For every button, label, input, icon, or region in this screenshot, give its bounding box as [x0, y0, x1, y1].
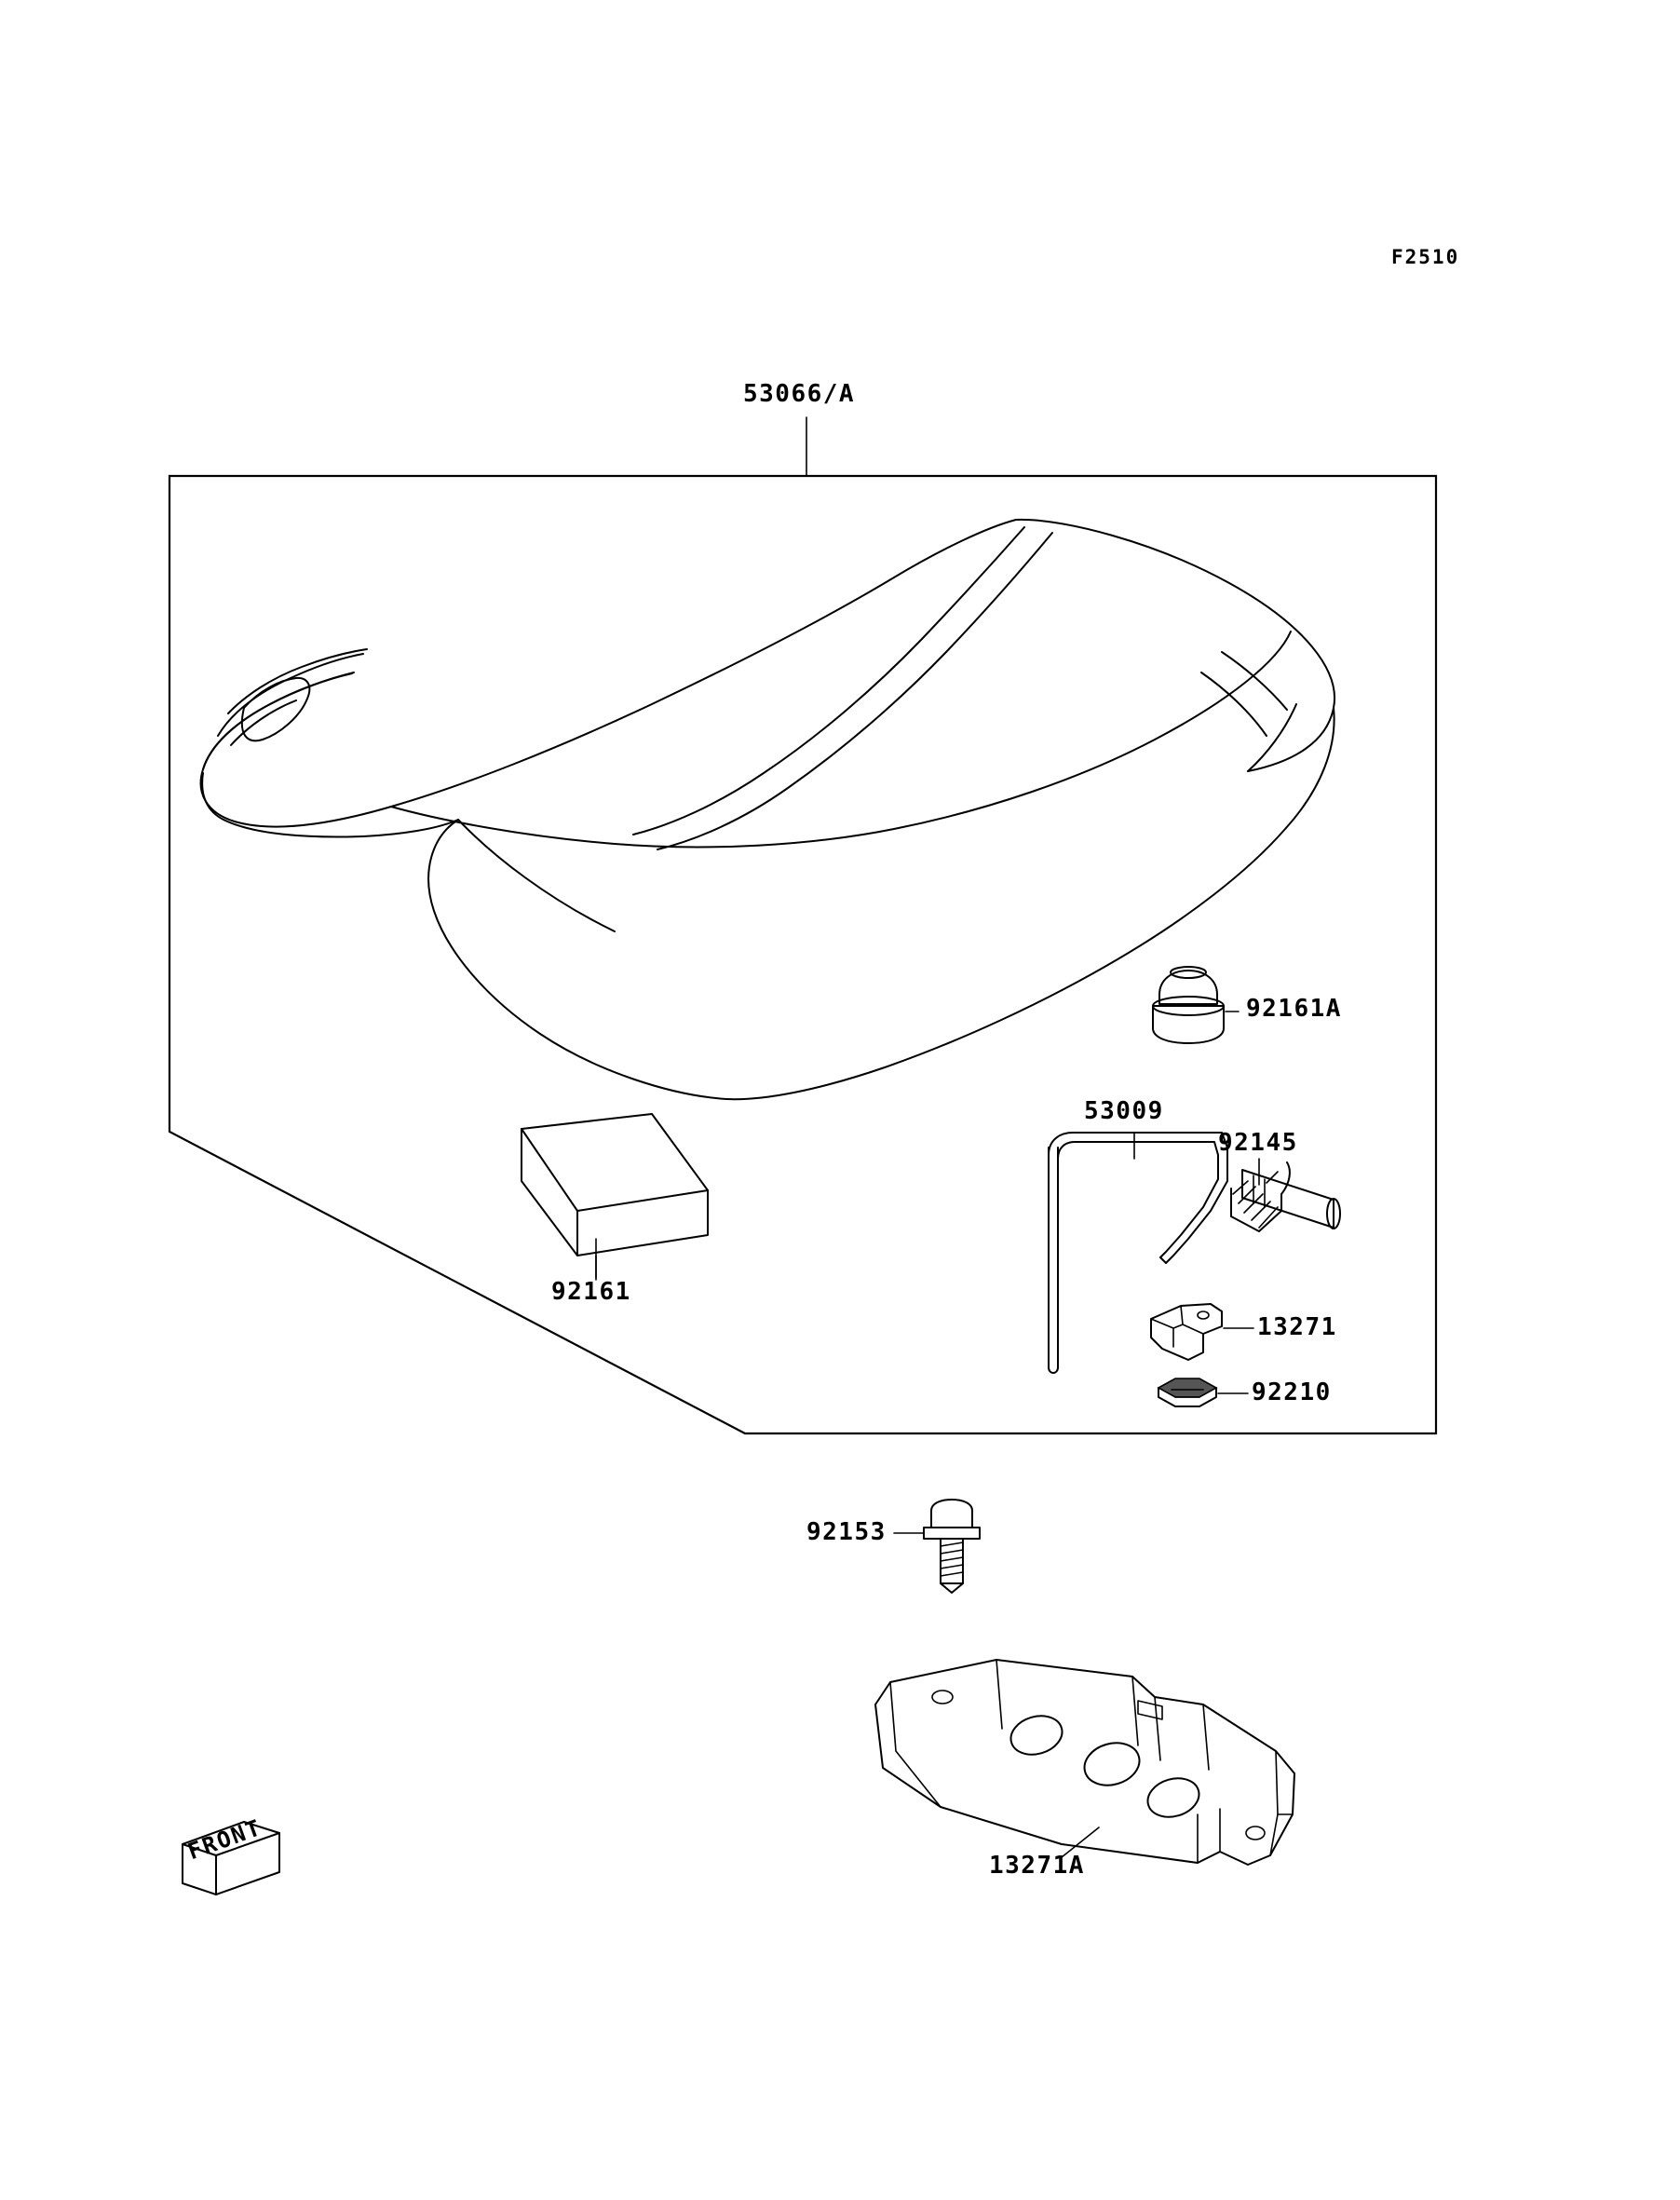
front-marker-label: FRONT [184, 1813, 265, 1866]
part-label-92161a: 92161A [1246, 995, 1342, 1023]
seat-panel-outline [169, 476, 1436, 1433]
part-label-92210: 92210 [1252, 1378, 1332, 1406]
plate-small-drawing [1151, 1304, 1222, 1360]
plate-bracket-drawing [875, 1660, 1294, 1865]
spring-drawing [1231, 1162, 1290, 1231]
nut-drawing [1158, 1378, 1216, 1406]
part-label-13271a: 13271A [989, 1852, 1085, 1880]
damper-block-drawing [522, 1114, 708, 1280]
bolt-drawing [924, 1500, 980, 1593]
part-label-53009: 53009 [1084, 1097, 1164, 1125]
sheet-code: F2510 [1391, 246, 1460, 268]
damper-a-drawing [1153, 967, 1224, 1043]
part-label-92153: 92153 [806, 1518, 887, 1546]
part-label-92145: 92145 [1218, 1129, 1298, 1157]
part-label-13271: 13271 [1257, 1313, 1337, 1341]
part-label-92161: 92161 [551, 1278, 631, 1306]
part-label-53066a: 53066/A [743, 380, 856, 408]
